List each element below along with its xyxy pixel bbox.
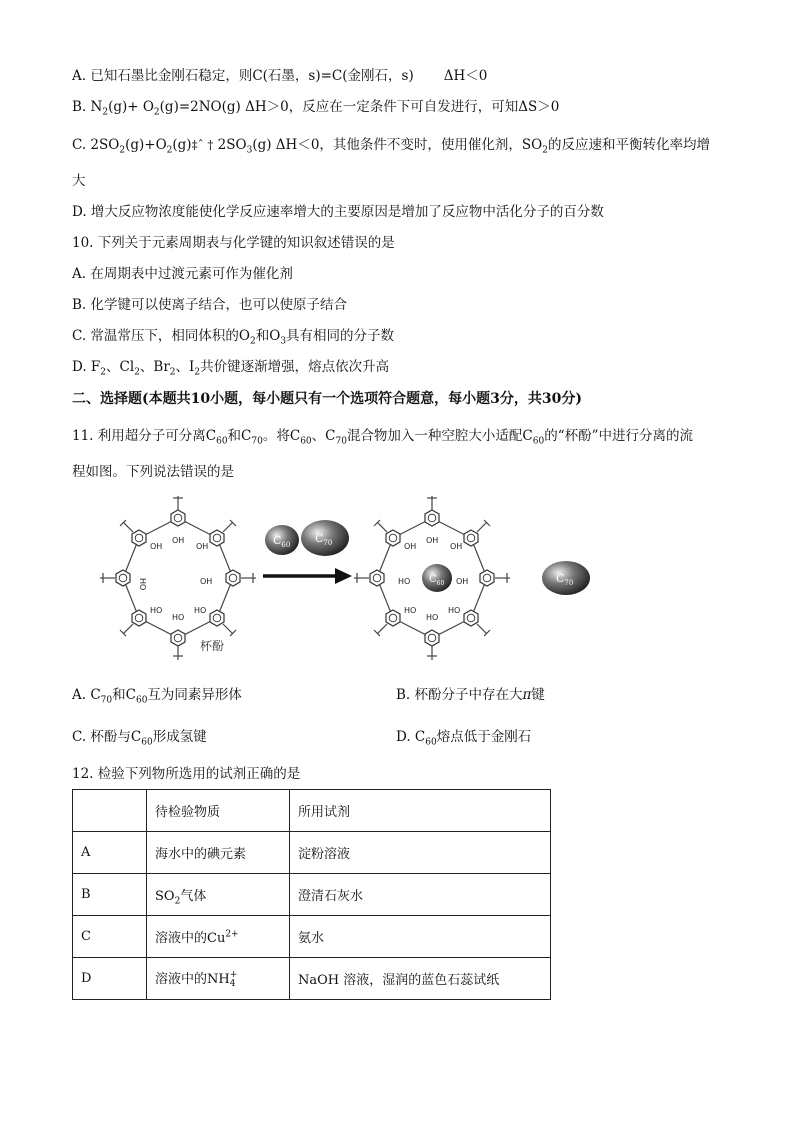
q11-stem-line-1: 11. 利用超分子可分离$C_{60}$和$C_{70}$。将$C_{60}$、$C_{70}$混合物加入一种空腔大小适配$C_{60}$的“杯酚”中进行分离的流 (72, 428, 694, 447)
calixarene-separation-figure (80, 490, 600, 665)
q11-option-a: A. $C_{70}$和$C_{60}$互为同素异形体 (72, 687, 242, 706)
q10-stem: 10. 下列关于元素周期表与化学键的知识叙述错误的是 (72, 235, 395, 251)
svg-text:HO: HO (448, 606, 461, 615)
svg-text:OH: OH (196, 542, 209, 551)
q11-stem-line-2: 程如图。下列说法错误的是 (72, 464, 234, 480)
c60-ball-trapped (422, 564, 452, 592)
q10-option-c: C. 常温常压下，相同体积的$O_2$和$O_3$具有相同的分子数 (72, 328, 395, 347)
table-row (73, 958, 551, 1000)
svg-text:C60: $C_{60}$ (273, 534, 291, 549)
svg-text:OH: OH (456, 577, 469, 586)
svg-text:OH: OH (150, 542, 163, 551)
svg-text:OH: OH (200, 577, 213, 586)
row-reagent: 澄清石灰水 (290, 874, 551, 916)
row-substance: 海水中的碘元素 (147, 832, 290, 874)
row-label: C (73, 916, 147, 958)
table-header-row (73, 790, 551, 832)
svg-text:C60: $C_{60}$ (429, 574, 445, 587)
svg-text:HO: HO (138, 578, 147, 591)
svg-text:HO: HO (404, 606, 417, 615)
q10-option-d: D. $F_2$、$Cl_2$、$Br_2$、$I_2$共价键逐渐增强，熔点依次升高 (72, 359, 390, 378)
row-reagent: 淀粉溶液 (290, 832, 551, 874)
header-cell-reagent: 所用试剂 (290, 790, 551, 832)
row-substance: 溶液中的$Cu^{2+}$ (147, 916, 290, 958)
svg-text:HO: HO (172, 613, 185, 622)
row-reagent: 氨水 (290, 916, 551, 958)
reaction-arrow (263, 568, 352, 584)
svg-text:C70: $C_{70}$ (315, 532, 333, 547)
svg-text:OH: OH (450, 542, 463, 551)
row-reagent: NaOH 溶液，湿润的蓝色石蕊试纸 (290, 958, 551, 1000)
table-row (73, 832, 551, 874)
q9-option-c: C. $2SO_2(g)+O_2(g)\ddagger ˆ$ † $2SO_3(g)$ ΔH＜0，其他条件不变时，使用催化剂，$SO_2$的反应速和平衡转化率均增 (72, 137, 710, 156)
q11-option-b: B. 杯酚分子中存在大π键 (396, 687, 545, 703)
q9-option-b: B. $N_2(g)+ O_2(g)=2NO(g)$ ΔH＞0，反应在一定条件下可自发进行，可知ΔS＞0 (72, 99, 560, 118)
row-label: A (73, 832, 147, 874)
svg-text:HO: HO (426, 613, 439, 622)
q12-table (72, 789, 551, 1000)
table-row (73, 916, 551, 958)
svg-text:C70: $C_{70}$ (556, 572, 574, 587)
q9-option-d: D. 增大反应物浓度能使化学反应速率增大的主要原因是增加了反应物中活化分子的百分数 (72, 204, 604, 220)
c60-ball-reactant (265, 525, 299, 555)
c70-ball-separated (542, 561, 590, 595)
svg-text:OH: OH (404, 542, 417, 551)
svg-text:HO: HO (194, 606, 207, 615)
section-2-heading: 二、选择题(本题共10小题，每小题只有一个选项符合题意，每小题3分，共30分) (72, 391, 582, 407)
equilibrium-arrow: ‡ˆ † (191, 138, 214, 152)
calixarene-left (100, 496, 256, 660)
q12-stem: 12. 检验下列物所选用的试剂正确的是 (72, 766, 301, 782)
row-label: D (73, 958, 147, 1000)
q11-option-d: D. $C_{60}$熔点低于金刚石 (396, 729, 532, 748)
row-label: B (73, 874, 147, 916)
svg-text:HO: HO (398, 577, 411, 586)
row-substance: $SO_2$气体 (147, 874, 290, 916)
q10-option-b: B. 化学键可以使离子结合，也可以使原子结合 (72, 297, 348, 313)
hydroxyl-labels-left (138, 536, 212, 622)
table-row (73, 874, 551, 916)
q9-option-c-continued: 大 (72, 173, 86, 189)
c70-ball-reactant (301, 520, 349, 556)
header-cell-empty (73, 790, 147, 832)
header-cell-substance: 待检验物质 (147, 790, 290, 832)
calixarene-label: 杯酚 (200, 639, 225, 653)
svg-text:HO: HO (150, 606, 163, 615)
row-substance: 溶液中的NH + 4 (147, 958, 290, 1000)
q9-option-a: A. 已知石墨比金刚石稳定，则C(石墨，s)=C(金刚石，s) ΔH＜0 (72, 68, 488, 84)
svg-text:OH: OH (426, 536, 439, 545)
q10-option-a: A. 在周期表中过渡元素可作为催化剂 (72, 266, 293, 282)
q11-option-c: C. 杯酚与$C_{60}$形成氢键 (72, 729, 207, 748)
svg-text:OH: OH (172, 536, 185, 545)
